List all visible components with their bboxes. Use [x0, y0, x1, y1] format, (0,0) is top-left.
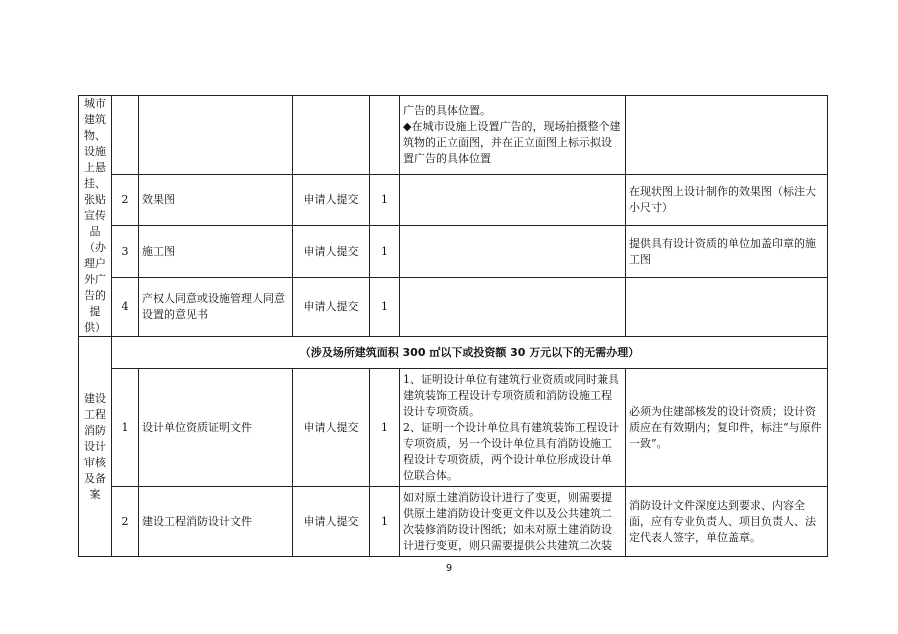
table-row	[79, 278, 828, 337]
requirement-line: 广告的具体位置。	[403, 103, 491, 117]
materials-table	[78, 95, 828, 557]
material-name: 设计单位资质证明文件	[139, 369, 293, 487]
provider-cell: 申请人提交	[293, 174, 370, 226]
requirement-cell	[400, 278, 626, 337]
row-number: 3	[112, 226, 139, 278]
note-cell	[626, 278, 828, 337]
row-number	[112, 96, 139, 175]
requirement-cell	[400, 226, 626, 278]
subtitle-row	[79, 337, 828, 369]
row-number: 1	[112, 369, 139, 487]
copies-cell: 1	[370, 278, 400, 337]
copies-cell: 1	[370, 226, 400, 278]
note-cell: 消防设计文件深度达到要求、内容全面，应有专业负责人、项目负责人、法定代表人签字，单位盖章。	[626, 487, 828, 557]
requirement-cell	[400, 174, 626, 226]
provider-cell: 申请人提交	[293, 278, 370, 337]
material-name	[139, 96, 293, 175]
note-cell: 提供具有设计资质的单位加盖印章的施工图	[626, 226, 828, 278]
requirement-line: ◆在城市设施上设置广告的，现场拍摄整个建筑物的正立面图，并在正立面图上标示拟设置广告的具体位置	[403, 119, 621, 165]
page-number: 9	[445, 563, 453, 574]
row-number: 2	[112, 174, 139, 226]
note-cell	[626, 96, 828, 175]
requirement-line: 2、证明一个设计单位具有建筑装饰工程设计专项资质，另一个设计单位具有消防设施工程设计专项资质，两个设计单位形成设计单位联合体。	[403, 420, 619, 482]
table-row	[79, 174, 828, 226]
category-cell-outdoor-ads: 城市建筑物、设施上悬挂、张贴宣传品（办理户外广告的提供）	[79, 96, 112, 337]
copies-cell	[370, 96, 400, 175]
category-cell-fire-design: 建设工程消防设计审核及备案	[79, 337, 112, 557]
table-row	[79, 96, 828, 175]
table-row	[79, 226, 828, 278]
requirement-cell: 如对原土建消防设计进行了变更，则需要提供原土建消防设计变更文件以及公共建筑二次装修消防设计图纸；如未对原土建消防设计进行变更，则只需要提供公共建筑二次装	[400, 487, 626, 557]
requirement-line: 1、证明设计单位有建筑行业资质或同时兼具建筑装饰工程设计专项资质和消防设施工程设计专项资质。	[403, 372, 619, 418]
note-cell: 在现状图上设计制作的效果图（标注大小尺寸）	[626, 174, 828, 226]
material-name: 施工图	[139, 226, 293, 278]
provider-cell: 申请人提交	[293, 226, 370, 278]
material-name: 产权人同意或设施管理人同意设置的意见书	[139, 278, 293, 337]
copies-cell: 1	[370, 369, 400, 487]
provider-cell: 申请人提交	[293, 369, 370, 487]
table-row	[79, 369, 828, 487]
exemption-subtitle: （涉及场所建筑面积 300 ㎡以下或投资额 30 万元以下的无需办理）	[112, 337, 828, 369]
row-number: 2	[112, 487, 139, 557]
note-cell: 必须为住建部核发的设计资质；设计资质应在有效期内；复印件，标注“与原件一致”。	[626, 369, 828, 487]
requirement-cell	[400, 96, 626, 175]
material-name: 建设工程消防设计文件	[139, 487, 293, 557]
provider-cell: 申请人提交	[293, 487, 370, 557]
provider-cell	[293, 96, 370, 175]
copies-cell: 1	[370, 174, 400, 226]
requirement-cell	[400, 369, 626, 487]
material-name: 效果图	[139, 174, 293, 226]
table-row	[79, 487, 828, 557]
row-number: 4	[112, 278, 139, 337]
copies-cell: 1	[370, 487, 400, 557]
